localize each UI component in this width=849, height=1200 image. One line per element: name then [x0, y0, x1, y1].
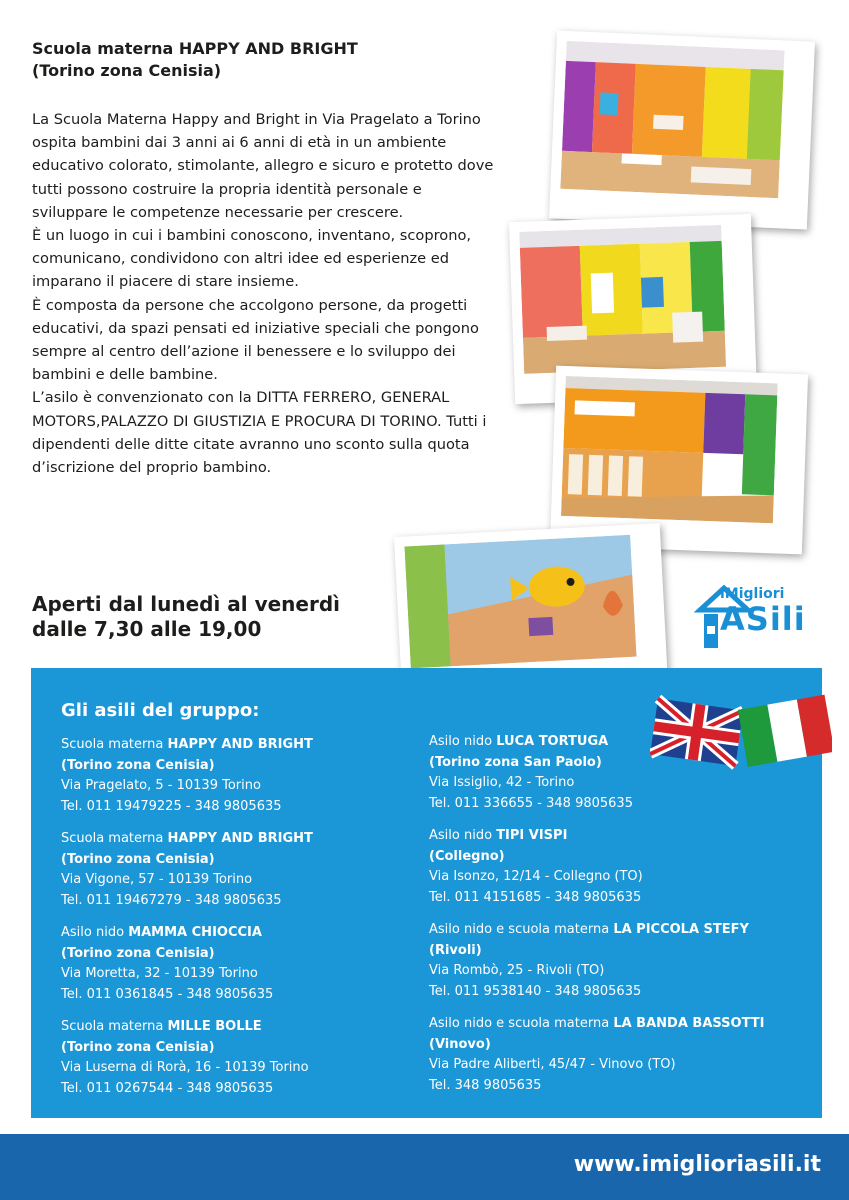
- school-address: Via Moretta, 32 - 10139 Torino: [61, 966, 258, 981]
- footer-bar: [0, 1134, 849, 1200]
- school-entry: [429, 920, 809, 1002]
- school-phone: Tel. 011 0267544 - 348 9805635: [61, 1080, 274, 1096]
- school-name: HAPPY AND BRIGHT: [167, 737, 313, 752]
- school-address: Via Vigone, 57 - 10139 Torino: [61, 872, 253, 887]
- group-heading: Gli asili del gruppo:: [61, 700, 260, 721]
- school-area: (Vinovo): [429, 1036, 491, 1052]
- page-title: [32, 38, 452, 82]
- flags-decoration: [650, 690, 832, 786]
- logo: [694, 580, 822, 656]
- school-name: MAMMA CHIOCCIA: [128, 925, 262, 940]
- school-area: (Torino zona Cenisia): [61, 851, 215, 867]
- school-area: (Torino zona San Paolo): [429, 754, 602, 770]
- school-type: Asilo nido: [429, 734, 493, 749]
- logo-line-1: iMigliori: [720, 586, 785, 602]
- school-name: HAPPY AND BRIGHT: [167, 831, 313, 846]
- uk-flag-icon: [650, 699, 743, 766]
- school-entry: [429, 826, 809, 908]
- school-type: Scuola materna: [61, 737, 164, 752]
- school-name: TIPI VISPI: [496, 828, 568, 843]
- school-type: Scuola materna: [61, 831, 164, 846]
- school-type: Asilo nido: [429, 828, 493, 843]
- school-address: Via Issiglio, 42 - Torino: [429, 775, 575, 790]
- school-type: Asilo nido e scuola materna: [429, 1016, 610, 1031]
- school-name: LA BANDA BASSOTTI: [613, 1016, 765, 1031]
- school-phone: Tel. 011 4151685 - 348 9805635: [429, 889, 642, 905]
- school-phone: Tel. 011 336655 - 348 9805635: [429, 795, 633, 811]
- intro-text: [32, 108, 502, 479]
- school-address: Via Luserna di Rorà, 16 - 10139 Torino: [61, 1060, 309, 1075]
- hours-line-2: dalle 7,30 alle 19,00: [32, 617, 262, 641]
- school-type: Asilo nido e scuola materna: [429, 922, 610, 937]
- school-area: (Torino zona Cenisia): [61, 757, 215, 773]
- italy-flag-icon: [738, 695, 832, 767]
- school-entry: [61, 735, 411, 817]
- intro-paragraph-3: È composta da persone che accolgono persone, da progetti educativi, da spazi pensati ed iniziative speciali che pongono sempre al centro dell’azione il benessere e lo sviluppo dei bambini e delle bambine.: [32, 296, 479, 384]
- school-name: MILLE BOLLE: [167, 1019, 262, 1034]
- school-address: Via Rombò, 25 - Rivoli (TO): [429, 963, 605, 978]
- classroom-photo-1: [549, 30, 815, 229]
- website-link[interactable]: www.imiglioriasili.it: [573, 1152, 821, 1177]
- school-area: (Torino zona Cenisia): [61, 945, 215, 961]
- school-entry: [61, 1017, 411, 1099]
- school-phone: Tel. 011 0361845 - 348 9805635: [61, 986, 274, 1002]
- hours-line-1: Aperti dal lunedì al venerdì: [32, 592, 341, 616]
- title-line-2: (Torino zona Cenisia): [32, 61, 222, 80]
- school-phone: Tel. 011 19479225 - 348 9805635: [61, 798, 282, 814]
- logo-line-2: ASili: [720, 600, 806, 638]
- intro-paragraph-4: L’asilo è convenzionato con la DITTA FERRERO, GENERAL MOTORS,PALAZZO DI GIUSTIZIA E PROCURA DI TORINO. Tutti i dipendenti delle ditte citate avranno uno sconto sulla quota d’iscrizione del proprio bambino.: [32, 389, 487, 477]
- opening-hours: [32, 592, 412, 642]
- school-phone: Tel. 011 19467279 - 348 9805635: [61, 892, 282, 908]
- school-entry: [61, 923, 411, 1005]
- intro-paragraph-2: È un luogo in cui i bambini conoscono, inventano, scoprono, comunicano, condividono con altri idee ed esperienze ed imparano il piacere di stare insieme.: [32, 227, 472, 291]
- school-entry: [61, 829, 411, 911]
- school-type: Asilo nido: [61, 925, 125, 940]
- school-address: Via Pragelato, 5 - 10139 Torino: [61, 778, 261, 793]
- school-phone: Tel. 348 9805635: [429, 1077, 542, 1093]
- school-address: Via Padre Aliberti, 45/47 - Vinovo (TO): [429, 1057, 676, 1072]
- school-area: (Torino zona Cenisia): [61, 1039, 215, 1055]
- school-type: Scuola materna: [61, 1019, 164, 1034]
- title-line-1: Scuola materna HAPPY AND BRIGHT: [32, 39, 358, 58]
- school-name: LA PICCOLA STEFY: [613, 922, 749, 937]
- intro-paragraph-1: La Scuola Materna Happy and Bright in Via Pragelato a Torino ospita bambini dai 3 anni ai 6 anni di età in un ambiente educativo colorato, stimolante, allegro e sicuro e protetto dove tutti possono costruire la propria identità personale e sviluppare le competenze necessarie per crescere.: [32, 111, 494, 221]
- school-entry: [429, 1014, 809, 1096]
- schools-list-right: [429, 732, 809, 1108]
- schools-list-left: [61, 735, 411, 1111]
- school-phone: Tel. 011 9538140 - 348 9805635: [429, 983, 642, 999]
- school-name: LUCA TORTUGA: [496, 734, 609, 749]
- school-address: Via Isonzo, 12/14 - Collegno (TO): [429, 869, 643, 884]
- logo-text: [720, 586, 806, 636]
- school-area: (Rivoli): [429, 942, 482, 958]
- school-area: (Collegno): [429, 848, 505, 864]
